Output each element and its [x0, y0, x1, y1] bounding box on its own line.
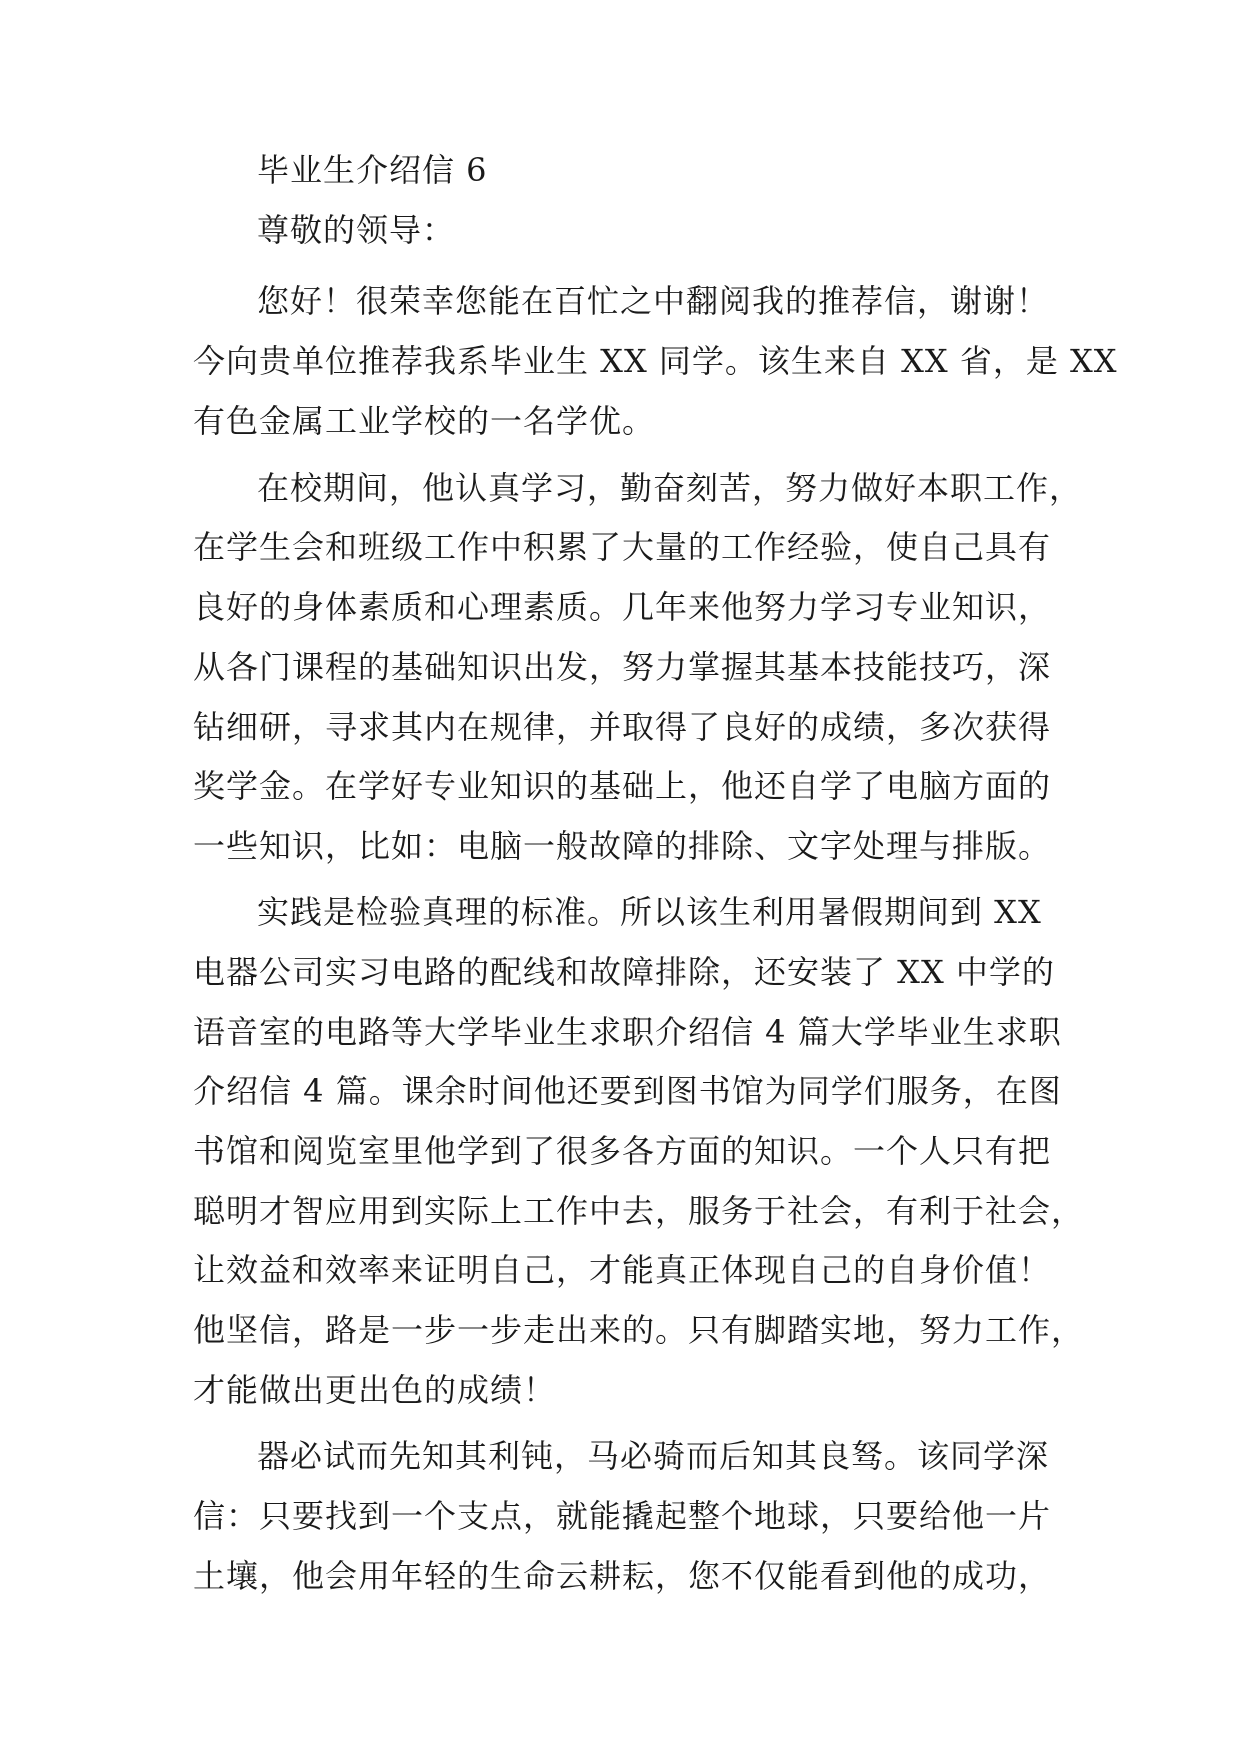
body-line: 聪明才智应用到实际上工作中去，服务于社会，有利于社会，: [193, 1192, 1085, 1230]
body-line: 钻细研，寻求其内在规律，并取得了良好的成绩，多次获得: [193, 708, 1052, 746]
body-line: 才能做出更出色的成绩！: [193, 1371, 557, 1409]
salutation: 尊敬的领导：: [257, 211, 456, 249]
body-line: 在校期间，他认真学习，勤奋刻苦，努力做好本职工作，: [257, 469, 1083, 507]
body-line: 在学生会和班级工作中积累了大量的工作经验，使自己具有: [193, 528, 1052, 566]
body-line: 土壤，他会用年轻的生命云耕耘，您不仅能看到他的成功，: [193, 1557, 1052, 1595]
body-line: 今向贵单位推荐我系毕业生 XX 同学。该生来自 XX 省，是 XX: [193, 342, 1118, 380]
body-line: 电器公司实习电路的配线和故障排除，还安装了 XX 中学的: [193, 953, 1055, 991]
body-line: 奖学金。在学好专业知识的基础上，他还自学了电脑方面的: [193, 767, 1052, 805]
body-line: 介绍信 4 篇。课余时间他还要到图书馆为同学们服务，在图: [193, 1072, 1062, 1110]
body-line: 让效益和效率来证明自己，才能真正体现自己的自身价值！: [193, 1251, 1052, 1289]
body-line: 他坚信，路是一步一步走出来的。只有脚踏实地，努力工作，: [193, 1311, 1085, 1349]
body-line: 书馆和阅览室里他学到了很多各方面的知识。一个人只有把: [193, 1132, 1052, 1170]
body-line: 器必试而先知其利钝，马必骑而后知其良驽。该同学深: [257, 1437, 1050, 1475]
body-line: 信：只要找到一个支点，就能撬起整个地球，只要给他一片: [193, 1497, 1052, 1535]
body-line: 有色金属工业学校的一名学优。: [193, 402, 656, 440]
document-title: 毕业生介绍信 6: [257, 151, 488, 189]
body-line: 一些知识，比如：电脑一般故障的排除、文字处理与排版。: [193, 827, 1052, 865]
body-line: 良好的身体素质和心理素质。几年来他努力学习专业知识，: [193, 588, 1052, 626]
body-line: 从各门课程的基础知识出发，努力掌握其基本技能技巧，深: [193, 648, 1052, 686]
body-line: 语音室的电路等大学毕业生求职介绍信 4 篇大学毕业生求职: [193, 1013, 1062, 1051]
body-line: 实践是检验真理的标准。所以该生利用暑假期间到 XX: [257, 893, 1042, 931]
body-line: 您好！很荣幸您能在百忙之中翻阅我的推荐信，谢谢！: [257, 282, 1050, 320]
